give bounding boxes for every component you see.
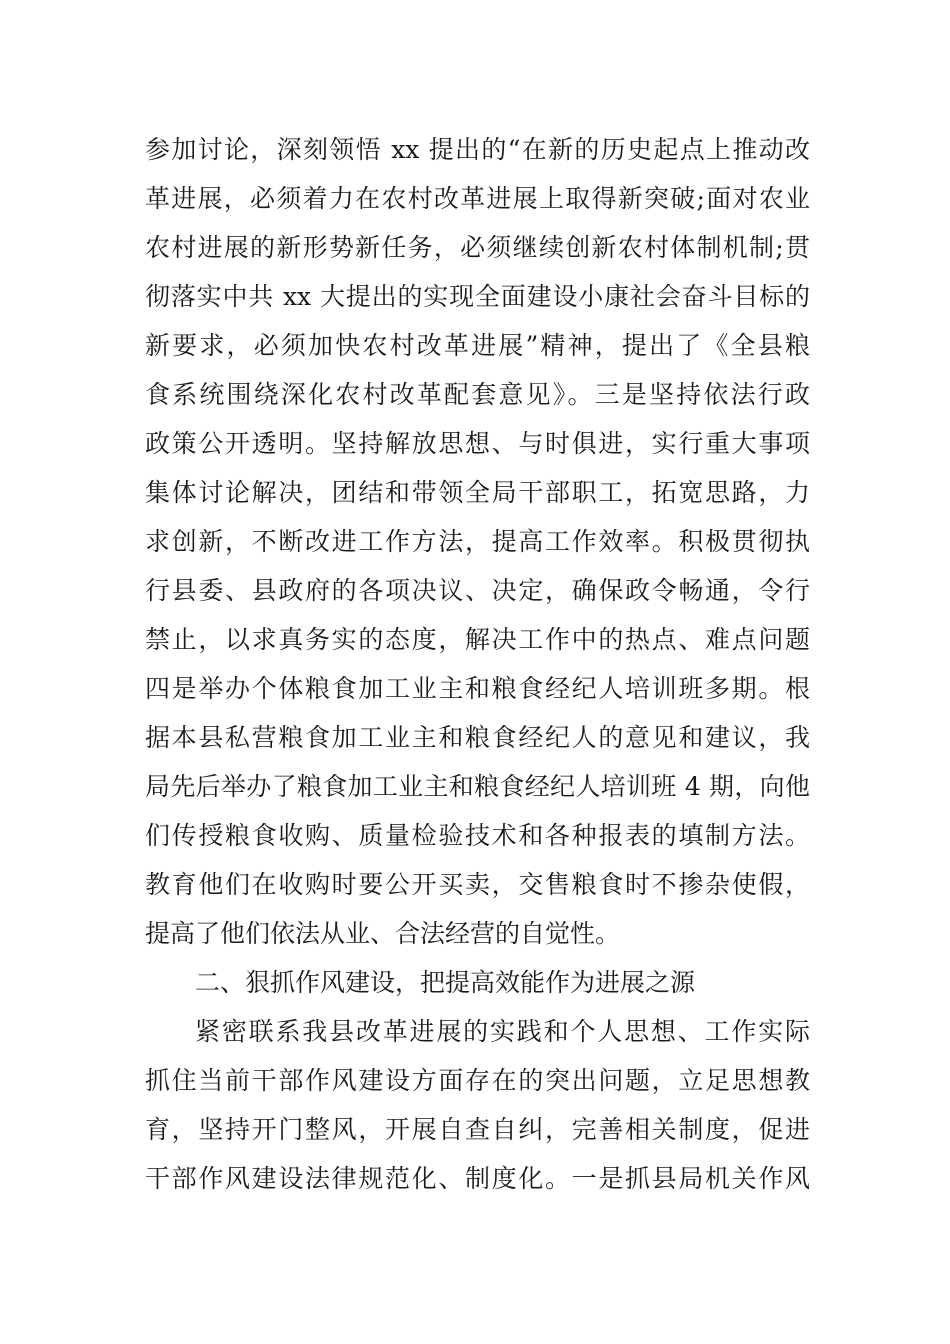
text-line: 彻落实中共 xx 大提出的实现全面建设小康社会奋斗目标的 [145, 282, 810, 311]
text-line: 行县委、县政府的各项决议、决定，确保政令畅通，令行 [145, 576, 810, 605]
text-line: 干部作风建设法律规范化、制度化。一是抓县局机关作风 [145, 1164, 810, 1193]
text-line: 紧密联系我县改革进展的实践和个人思想、工作实际 [195, 1017, 810, 1046]
text-line: 教育他们在收购时要公开买卖，交售粮食时不掺杂使假， [145, 870, 810, 899]
text-line: 革进展，必须着力在农村改革进展上取得新突破;面对农业 [145, 184, 810, 213]
text-line: 局先后举办了粮食加工业主和粮食经纪人培训班 4 期，向他 [145, 772, 810, 801]
text-line: 禁止，以求真务实的态度，解决工作中的热点、难点问题 [145, 625, 810, 654]
text-line: 四是举办个体粮食加工业主和粮食经纪人培训班多期。根 [145, 674, 810, 703]
text-line: 食系统围绕深化农村改革配套意见》。三是坚持依法行政 [145, 380, 810, 409]
text-line: 求创新，不断改进工作方法，提高工作效率。积极贯彻执 [145, 527, 810, 556]
text-line: 农村进展的新形势新任务，必须继续创新农村体制机制;贯 [145, 233, 810, 262]
section-heading: 二、狠抓作风建设，把提高效能作为进展之源 [195, 968, 696, 997]
text-line: 政策公开透明。坚持解放思想、与时俱进，实行重大事项 [145, 429, 810, 458]
text-line: 参加讨论，深刻领悟 xx 提出的“在新的历史起点上推动改 [145, 135, 810, 164]
text-line: 育，坚持开门整风，开展自查自纠，完善相关制度，促进 [145, 1115, 810, 1144]
text-line: 据本县私营粮食加工业主和粮食经纪人的意见和建议，我 [145, 723, 810, 752]
text-line: 抓住当前干部作风建设方面存在的突出问题，立足思想教 [145, 1066, 810, 1095]
text-line: 们传授粮食收购、质量检验技术和各种报表的填制方法。 [145, 821, 810, 850]
text-line: 提高了他们依法从业、合法经营的自觉性。 [145, 919, 621, 948]
text-line: 集体讨论解决，团结和带领全局干部职工，拓宽思路，力 [145, 478, 810, 507]
document-body [145, 125, 810, 1203]
text-line: 新要求，必须加快农村改革进展”精神，提出了《全县粮 [145, 331, 810, 360]
